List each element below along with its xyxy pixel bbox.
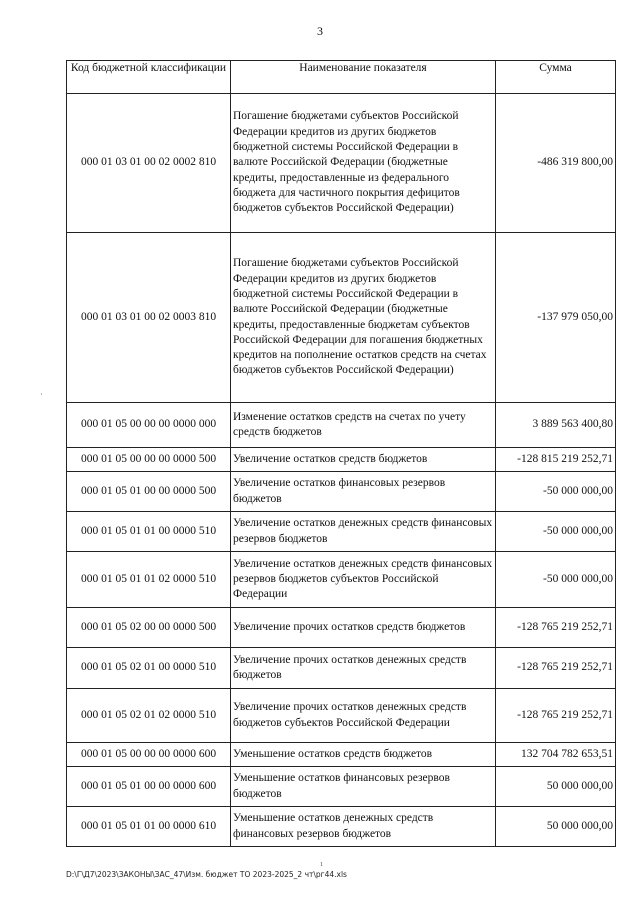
row-code: 000 01 05 01 01 02 0000 510 — [67, 552, 231, 608]
table-row — [67, 743, 616, 767]
row-name: Погашение бюджетами субъектов Российской Федерации кредитов из других бюджетов бюджетной системы Российской Федерации в валюте Российской Федерации (бюджетные кредиты, предоставленные из федерального бюджета для частичного покрытия дефицитов бюджетов субъектов Российской Федерации) — [231, 94, 496, 233]
header-sum: Сумма — [496, 61, 616, 94]
row-code: 000 01 05 02 00 00 0000 500 — [67, 608, 231, 648]
row-sum: -50 000 000,00 — [496, 552, 616, 608]
table-row — [67, 807, 616, 847]
row-code: 000 01 03 01 00 02 0003 810 — [67, 233, 231, 403]
header-code: Код бюджетной классификации — [67, 61, 231, 94]
row-sum: -128 765 219 252,71 — [496, 648, 616, 689]
table-row — [67, 94, 616, 233]
table-row — [67, 448, 616, 472]
row-code: 000 01 05 00 00 00 0000 000 — [67, 403, 231, 448]
row-code: 000 01 05 00 00 00 0000 600 — [67, 743, 231, 767]
table-row — [67, 233, 616, 403]
row-name: Изменение остатков средств на счетах по учету средств бюджетов — [231, 403, 496, 448]
footer-file-path: D:\Г\Д7\2023\ЗАКОНЫ\ЗАС_47\Изм. бюджет ТО 2023-2025_2 чт\рг44.xls — [66, 870, 347, 879]
table-row — [67, 689, 616, 743]
row-sum: 3 889 563 400,80 — [496, 403, 616, 448]
row-name: Увеличение прочих остатков денежных средств бюджетов субъектов Российской Федерации — [231, 689, 496, 743]
row-name: Увеличение прочих остатков денежных средств бюджетов — [231, 648, 496, 689]
row-name: Увеличение остатков денежных средств финансовых резервов бюджетов — [231, 512, 496, 552]
row-name: Увеличение остатков денежных средств финансовых резервов бюджетов субъектов Российской Федерации — [231, 552, 496, 608]
margin-mark: · — [40, 390, 43, 399]
row-name: Уменьшение остатков средств бюджетов — [231, 743, 496, 767]
row-code: 000 01 05 00 00 00 0000 500 — [67, 448, 231, 472]
table-row — [67, 552, 616, 608]
row-code: 000 01 05 02 01 00 0000 510 — [67, 648, 231, 689]
row-name: Увеличение остатков финансовых резервов бюджетов — [231, 472, 496, 512]
table-row — [67, 472, 616, 512]
row-code: 000 01 03 01 00 02 0002 810 — [67, 94, 231, 233]
row-name: Увеличение остатков средств бюджетов — [231, 448, 496, 472]
footer-mark: 1 — [320, 862, 323, 868]
budget-table — [66, 60, 616, 847]
row-sum: 132 704 782 653,51 — [496, 743, 616, 767]
row-name: Увеличение прочих остатков средств бюджетов — [231, 608, 496, 648]
row-sum: 50 000 000,00 — [496, 807, 616, 847]
row-code: 000 01 05 01 01 00 0000 610 — [67, 807, 231, 847]
row-name: Погашение бюджетами субъектов Российской Федерации кредитов из других бюджетов бюджетной системы Российской Федерации в валюте Российской Федерации (бюджетные кредиты, предоставленные бюджетам субъектов Российской Федерации для погашения бюджетных кредитов на пополнение остатков средств на счетах бюджетов субъектов Российской Федерации) — [231, 233, 496, 403]
row-sum: -50 000 000,00 — [496, 512, 616, 552]
table-row — [67, 512, 616, 552]
row-code: 000 01 05 01 01 00 0000 510 — [67, 512, 231, 552]
row-sum: -128 765 219 252,71 — [496, 689, 616, 743]
row-sum: -128 765 219 252,71 — [496, 608, 616, 648]
table-row — [67, 608, 616, 648]
row-code: 000 01 05 02 01 02 0000 510 — [67, 689, 231, 743]
row-sum: -137 979 050,00 — [496, 233, 616, 403]
row-code: 000 01 05 01 00 00 0000 600 — [67, 767, 231, 807]
table-row — [67, 403, 616, 448]
row-name: Уменьшение остатков денежных средств финансовых резервов бюджетов — [231, 807, 496, 847]
table-row — [67, 767, 616, 807]
page-number: 3 — [317, 24, 323, 38]
header-name: Наименование показателя — [231, 61, 496, 94]
row-code: 000 01 05 01 00 00 0000 500 — [67, 472, 231, 512]
row-sum: 50 000 000,00 — [496, 767, 616, 807]
table-row — [67, 648, 616, 689]
row-sum: -128 815 219 252,71 — [496, 448, 616, 472]
table-header-row — [67, 61, 616, 94]
row-sum: -486 319 800,00 — [496, 94, 616, 233]
row-name: Уменьшение остатков финансовых резервов бюджетов — [231, 767, 496, 807]
row-sum: -50 000 000,00 — [496, 472, 616, 512]
